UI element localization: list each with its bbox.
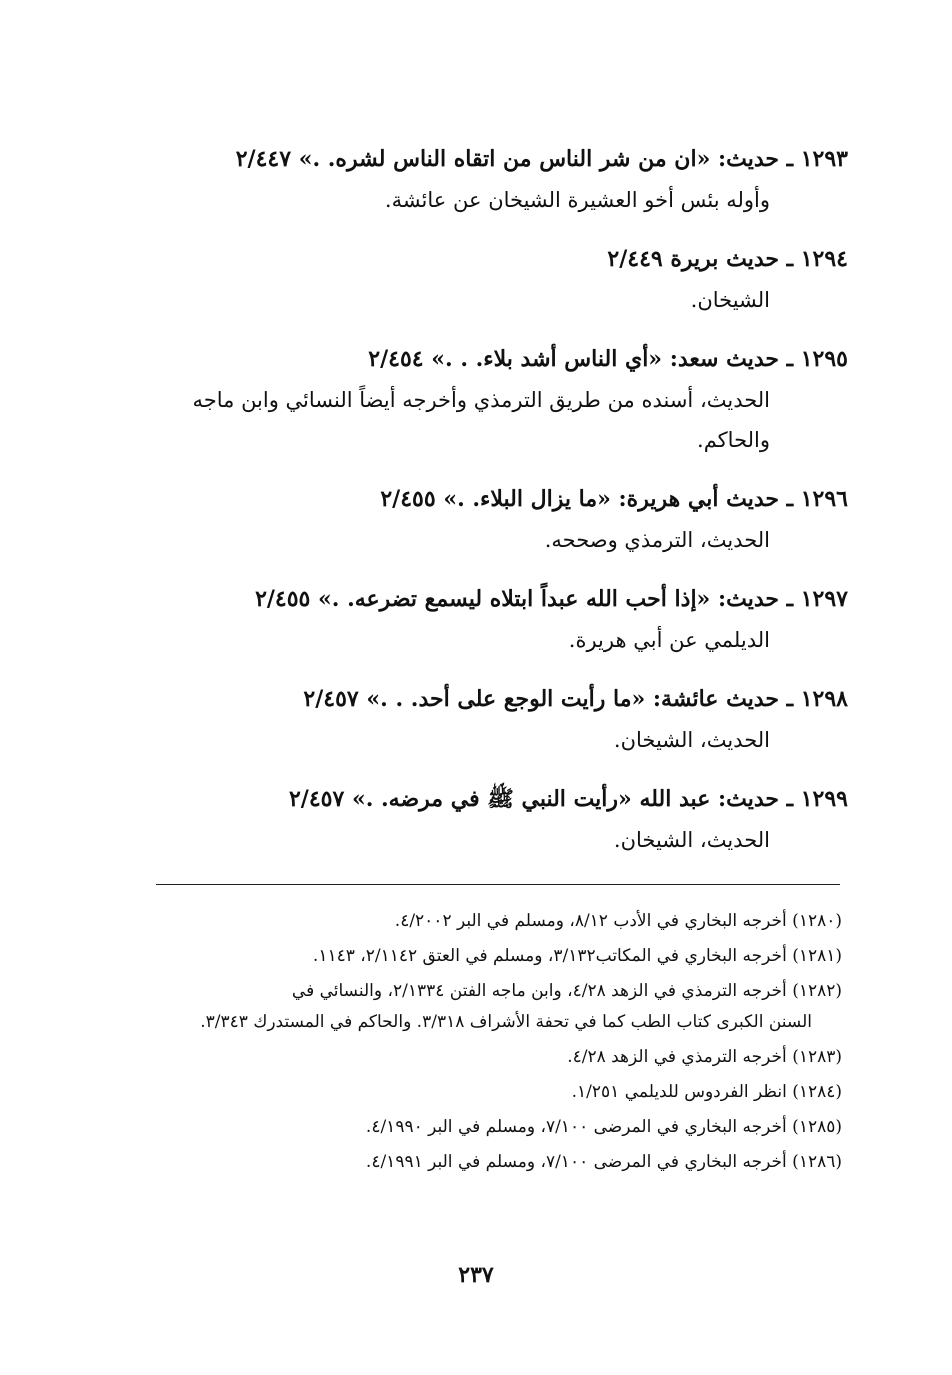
footnote-1282: [152, 976, 842, 1038]
footnote-text: (١٢٨١) أخرجه البخاري في المكاتب٣/١٣٢، ومسلم في العتق ٢/١١٤٢، ١١٤٣.: [312, 946, 842, 966]
footnote-text: (١٢٨٢) أخرجه الترمذي في الزهد ٤/٢٨، وابن ماجه الفتن ٢/١٣٣٤، والنسائي في: [291, 981, 842, 1001]
entry-body: الحديث، الشيخان.: [613, 728, 770, 752]
entry-1294: [148, 238, 848, 320]
entry-1297: [148, 578, 848, 660]
entry-body: الديلمي عن أبي هريرة.: [568, 628, 770, 652]
footnote-text: (١٢٨٣) أخرجه الترمذي في الزهد ٤/٢٨.: [567, 1047, 842, 1067]
entry-heading: ١٢٩٨ ـ حديث عائشة: «ما رأيت الوجع على أحد. . .» ٢/٤٥٧: [303, 686, 848, 712]
entry-heading: ١٢٩٤ ـ حديث بريرة ٢/٤٤٩: [607, 246, 848, 272]
entry-heading: ١٢٩٩ ـ حديث: عبد الله «رأيت النبي ﷺ في مرضه. .» ٢/٤٥٧: [288, 786, 848, 812]
footnote-divider: [156, 884, 840, 885]
footnote-1284: [152, 1077, 842, 1108]
entry-body: الحديث، الترمذي وصححه.: [544, 528, 770, 552]
footnotes: [152, 906, 842, 1182]
hadith-entries: [148, 138, 848, 878]
entry-heading: ١٢٩٧ ـ حديث: «إذا أحب الله عبداً ابتلاه ليسمع تضرعه. .» ٢/٤٥٥: [255, 586, 848, 612]
entry-body: وأوله بئس أخو العشيرة الشيخان عن عائشة.: [384, 188, 770, 212]
entry-1299: [148, 778, 848, 860]
footnote-1283: [152, 1042, 842, 1073]
entry-1295: [148, 338, 848, 460]
footnote-1280: [152, 906, 842, 937]
footnote-1285: [152, 1112, 842, 1143]
entry-heading: ١٢٩٦ ـ حديث أبي هريرة: «ما يزال البلاء. .» ٢/٤٥٥: [380, 486, 848, 512]
footnote-text: (١٢٨٠) أخرجه البخاري في الأدب ٨/١٢، ومسلم في البر ٤/٢٠٠٢.: [394, 911, 842, 931]
entry-heading: ١٢٩٥ ـ حديث سعد: «أي الناس أشد بلاء. . .» ٢/٤٥٤: [368, 346, 848, 372]
entry-1298: [148, 678, 848, 760]
page-number: ٢٣٧: [458, 1262, 494, 1288]
footnote-continuation: السنن الكبرى كتاب الطب كما في تحفة الأشراف ٣/٣١٨. والحاكم في المستدرك ٣/٣٤٣.: [200, 1012, 812, 1032]
entry-heading: ١٢٩٣ ـ حديث: «ان من شر الناس من اتقاه الناس لشره. .» ٢/٤٤٧: [235, 146, 848, 172]
entry-body: الحديث، الشيخان.: [613, 828, 770, 852]
footnote-text: (١٢٨٦) أخرجه البخاري في المرضى ٧/١٠٠، ومسلم في البر ٤/١٩٩١.: [365, 1152, 842, 1172]
entry-body: الشيخان.: [690, 288, 770, 312]
entry-1296: [148, 478, 848, 560]
footnote-1281: [152, 941, 842, 972]
footnote-text: (١٢٨٥) أخرجه البخاري في المرضى ٧/١٠٠، ومسلم في البر ٤/١٩٩٠.: [365, 1117, 842, 1137]
footnote-text: (١٢٨٤) انظر الفردوس للديلمي ١/٢٥١.: [571, 1082, 842, 1102]
entry-body: الحديث، أسنده من طريق الترمذي وأخرجه أيضاً النسائي وابن ماجه والحاكم.: [192, 388, 770, 452]
footnote-1286: [152, 1147, 842, 1178]
entry-1293: [148, 138, 848, 220]
